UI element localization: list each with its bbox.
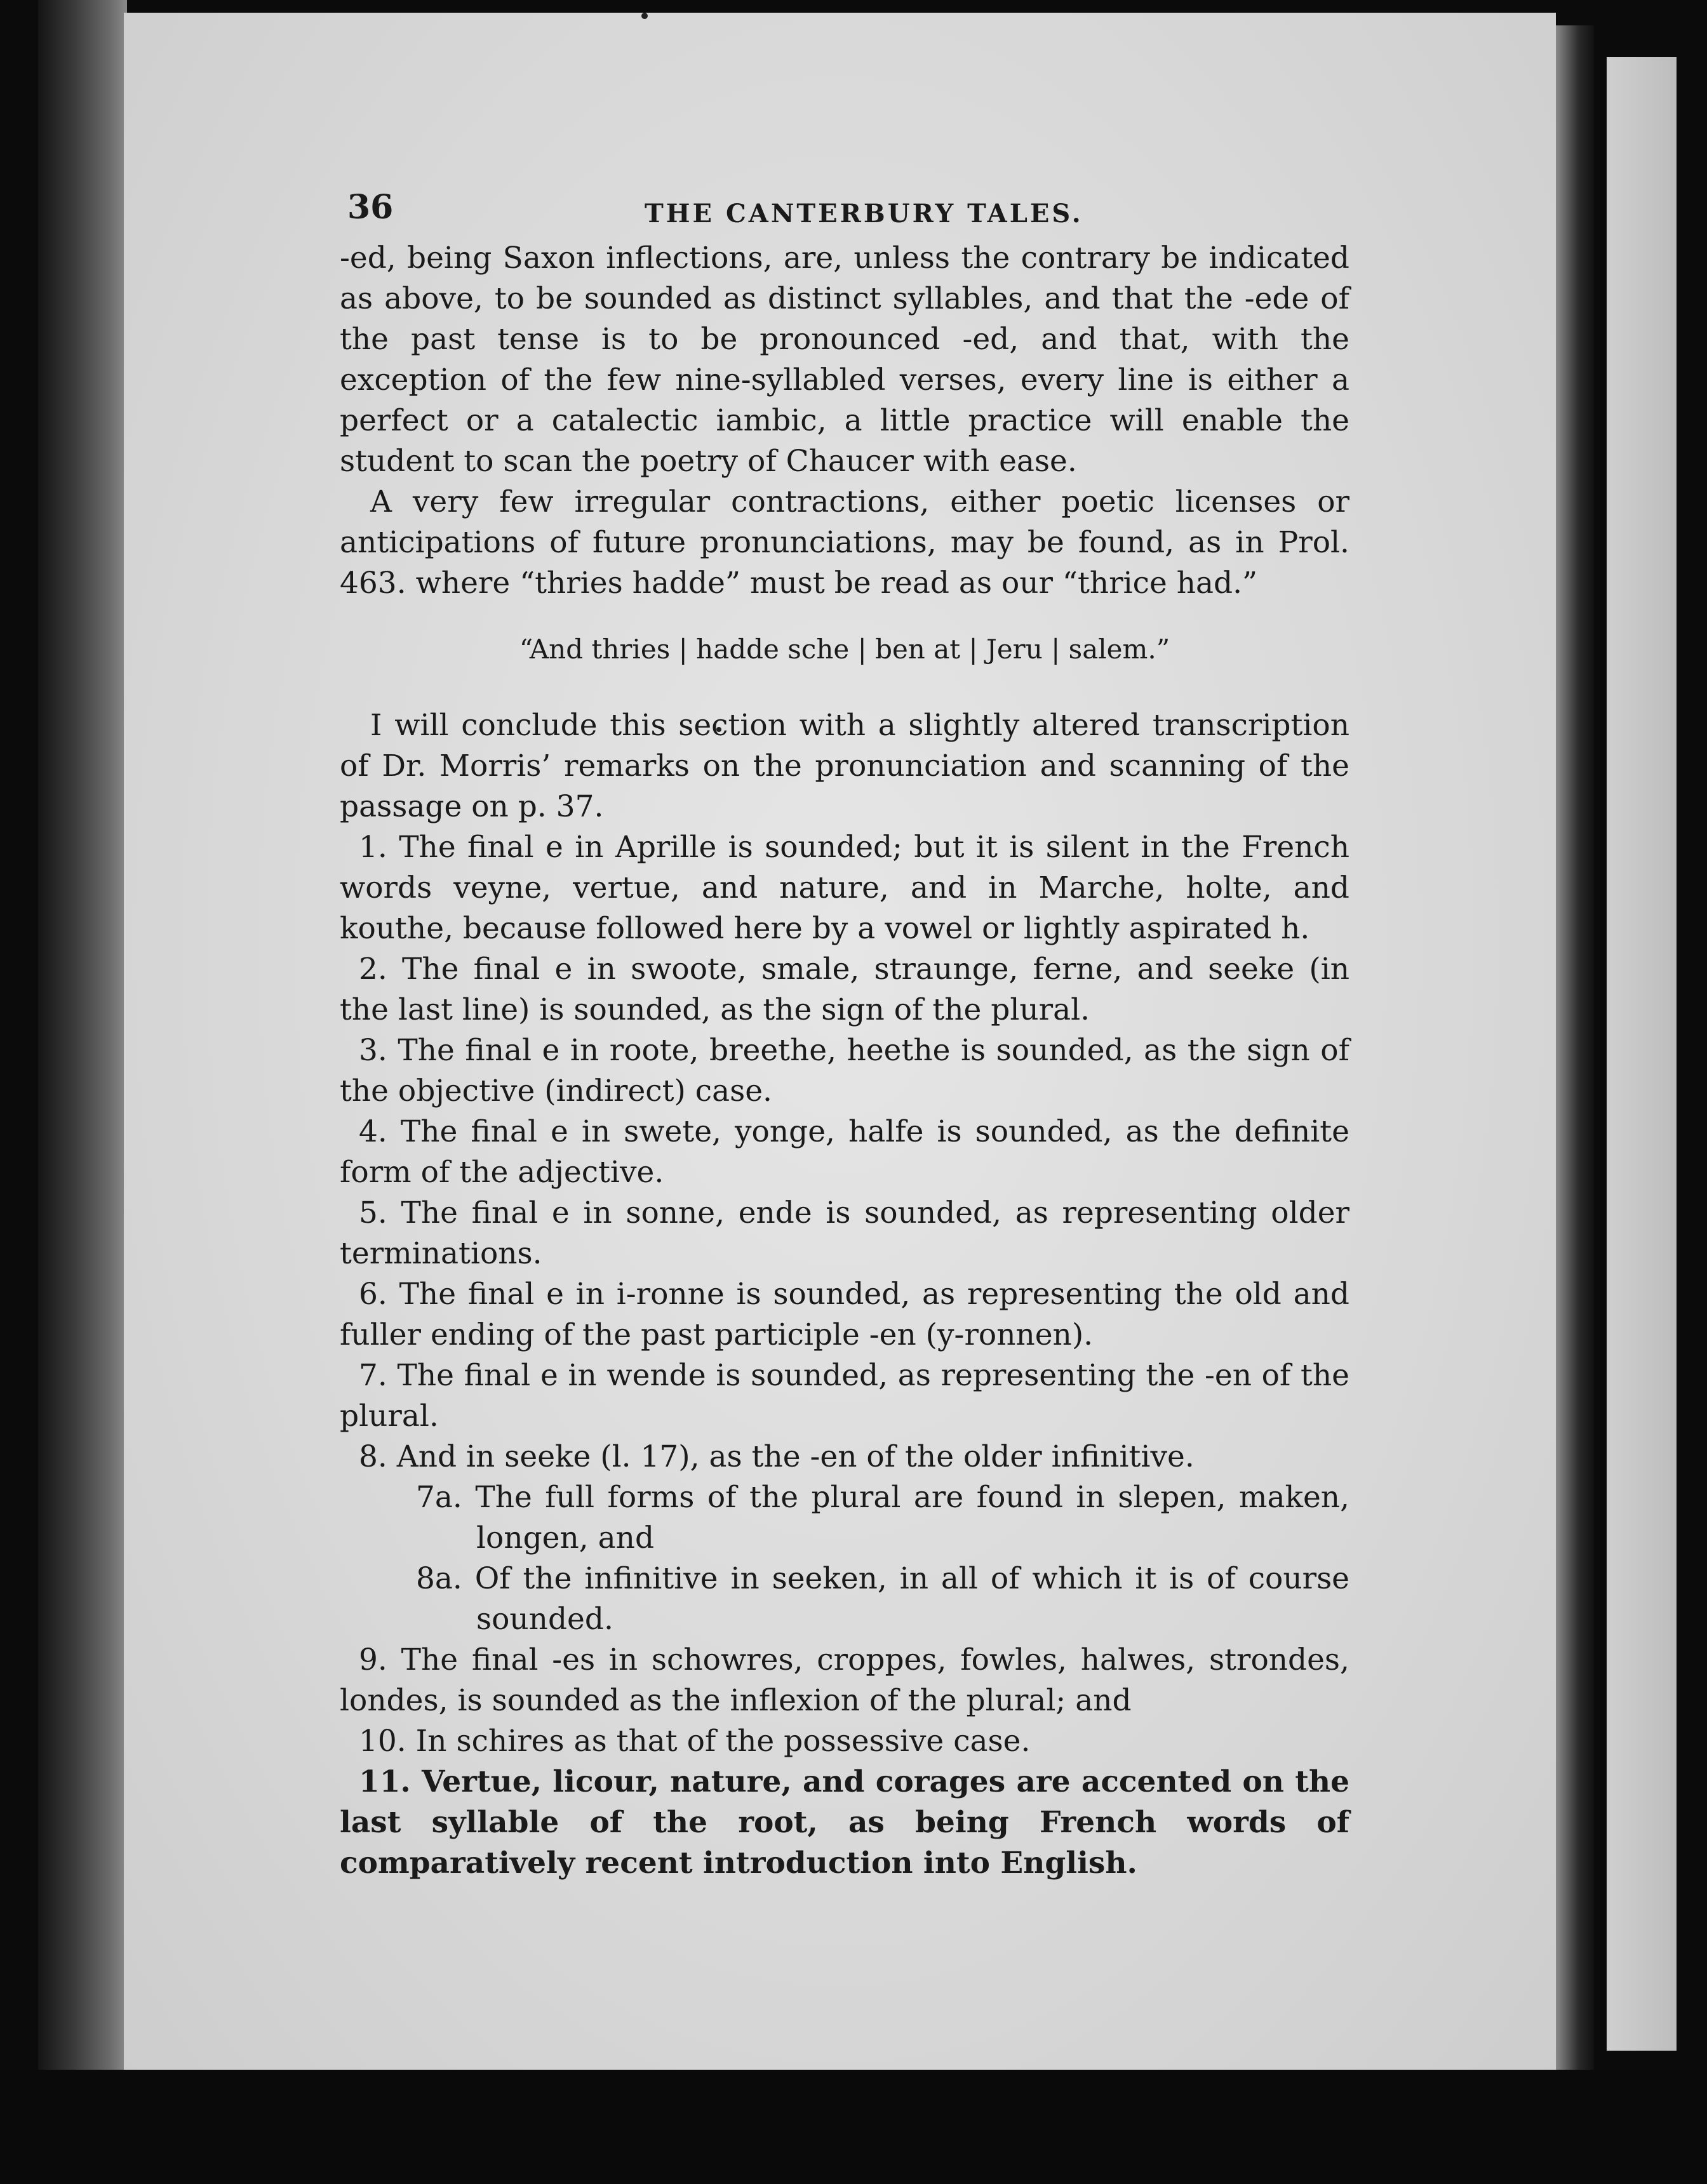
list-item: 11. Vertue, licour, nature, and corages are accented on the last syllable of the root, as being French words of comparatively recent introduction into English. — [340, 1764, 1349, 1881]
page-text — [340, 181, 1349, 1884]
list-item: 4. The final e in swete, yonge, halfe is sounded, as the definite form of the adjective. — [340, 1114, 1349, 1190]
verse-quote: “And thries | hadde sche | ben at | Jeru | salem.” — [519, 634, 1170, 665]
next-page-edge — [1607, 57, 1677, 2051]
scan-speck — [641, 13, 648, 19]
book-left-edge — [38, 0, 127, 2095]
page-number: 36 — [347, 188, 394, 227]
paragraph: -ed, being Saxon inflections, are, unless the contrary be indicated as above, to be sounded as distinct syllables, and that the -ede of the past tense is to be pronounced -ed, and that, with the exception of the few nine-syllabled verses, every line is either a perfect or a catalectic iambic, a little practice will enable the student to scan the poetry of Chaucer with ease. — [340, 241, 1349, 479]
list-item: 5. The final e in sonne, ende is sounded, as representing older terminations. — [340, 1195, 1349, 1271]
list-item: 3. The final e in roote, breethe, heethe is sounded, as the sign of the objective (indirect) case. — [340, 1033, 1349, 1109]
list-item: 7. The final e in wende is sounded, as representing the -en of the plural. — [340, 1358, 1349, 1434]
list-item: 6. The final e in i-ronne is sounded, as representing the old and fuller ending of the past participle -en (y-ronnen). — [340, 1277, 1349, 1352]
paragraph: I will conclude this section with a slightly altered transcription of Dr. Morris’ remarks on the pronunciation and scanning of the passage on p. 37. — [340, 708, 1349, 824]
list-item: 1. The final e in Aprille is sounded; but it is silent in the French words veyne, vertue, and nature, and in Marche, holte, and kouthe, because followed here by a vowel or lightly aspirated h. — [340, 830, 1349, 946]
running-title: THE CANTERBURY TALES. — [645, 199, 1083, 229]
scan-border-bottom — [0, 2070, 1707, 2184]
list-item: 9. The final -es in schowres, croppes, fowles, halwes, strondes, londes, is sounded as the inflexion of the plural; and — [340, 1642, 1349, 1718]
list-item: 10. In schires as that of the possessive case. — [359, 1724, 1031, 1759]
list-item: 8. And in seeke (l. 17), as the -en of the older infinitive. — [359, 1439, 1195, 1474]
list-item: 2. The final e in swoote, smale, straunge, ferne, and seeke (in the last line) is sounded, as the sign of the plural. — [340, 952, 1349, 1027]
book-gutter — [1556, 25, 1594, 2070]
paragraph: A very few irregular contractions, either poetic licenses or anticipations of future pronunciations, may be found, as in Prol. 463. where “thries hadde” must be read as our “thrice had.” — [340, 484, 1349, 601]
sub-list-item: 8a. Of the infinitive in seeken, in all of which it is of course sounded. — [416, 1561, 1349, 1637]
page-header — [340, 181, 1349, 238]
sub-list-item: 7a. The full forms of the plural are found in slepen, maken, longen, and — [416, 1480, 1349, 1555]
